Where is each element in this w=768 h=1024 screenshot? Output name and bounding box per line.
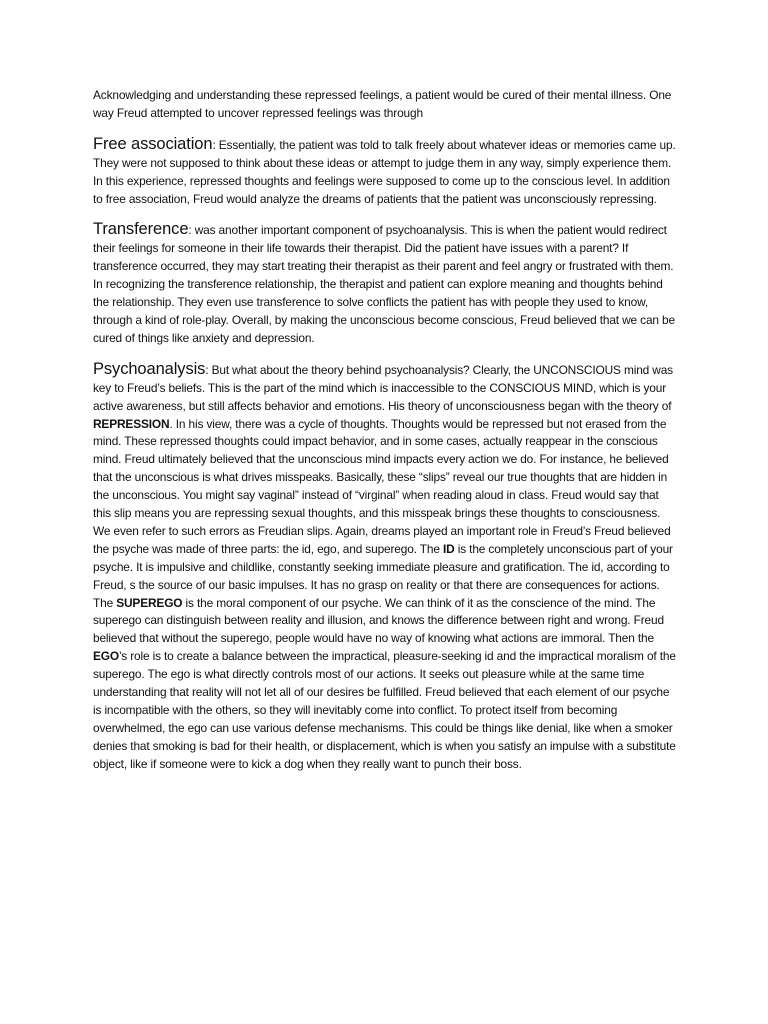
- psychoanalysis-heading: Psychoanalysis: [93, 359, 206, 378]
- term-superego: SUPEREGO: [116, 595, 183, 610]
- psychoanalysis-text-3: is the completely unconscious part of your psyche. It is impulsive and childlike, constantly seeking immediate pleasure and gratification. The id, according to Freud, s the source of our basic impulses. It has no grasp on reality or that there are consequences for actions. The: [93, 541, 673, 610]
- free-association-heading: Free association: [93, 134, 213, 153]
- psychoanalysis-text-1: : But what about the theory behind psychoanalysis? Clearly, the UNCONSCIOUS mind was key to Freud’s beliefs. This is the part of the mind which is inaccessible to the CONSCIOUS MIND, which is your active awareness, but still affects behavior and emotions. His theory of unconsciousness began with the theory of: [93, 362, 673, 413]
- intro-text: Acknowledging and understanding these repressed feelings, a patient would be cured of their mental illness. One way Freud attempted to uncover repressed feelings was through: [93, 88, 672, 120]
- intro-paragraph: [93, 87, 678, 123]
- document-page: [93, 87, 678, 787]
- psychoanalysis-text-5: ’s role is to create a balance between the impractical, pleasure-seeking id and the impractical moralism of the superego. The ego is what directly controls most of our actions. It seeks out pleasure while at the same time understanding that reality will not let all of our desires be fulfilled. Freud believed that each element of our psyche is incompatible with the others, so they will inevitably come into conflict. To protect itself from becoming overwhelmed, the ego can use various defense mechanisms. This could be things like denial, like when a smoker denies that smoking is bad for their health, or displacement, which is when you satisfy an impulse with a substitute object, like if someone were to kick a dog when they really want to punch their boss.: [93, 649, 676, 771]
- transference-paragraph: [93, 221, 678, 347]
- free-association-paragraph: [93, 136, 678, 209]
- transference-heading: Transference: [93, 220, 189, 239]
- psychoanalysis-paragraph: [93, 361, 678, 774]
- free-association-text: : Essentially, the patient was told to talk freely about whatever ideas or memories came up. They were not supposed to think about these ideas or attempt to judge them in any way, simply experience them. In this experience, repressed thoughts and feelings were supposed to come up to the conscious level. In addition to free association, Freud would analyze the dreams of patients that the patient was unconsciously repressing.: [93, 137, 676, 206]
- term-repression: REPRESSION: [93, 416, 170, 431]
- term-id: ID: [442, 541, 455, 556]
- psychoanalysis-text-4: is the moral component of our psyche. We can think of it as the conscience of the mind. The superego can distinguish between reality and illusion, and knows the difference between right and wrong. Freud believed that without the superego, people would have no way of knowing what actions are immoral. Then the: [93, 595, 664, 646]
- transference-text: : was another important component of psychoanalysis. This is when the patient would redirect their feelings for someone in their life towards their therapist. Did the patient have issues with a parent? If transference occurred, they may start treating their therapist as their parent and feel angry or frustrated with them. In recognizing the transference relationship, the therapist and patient can explore meaning and thoughts behind the relationship. They even use transference to solve conflicts the patient has with people they used to know, through a kind of role-play. Overall, by making the unconscious become conscious, Freud believed that we can be cured of things like anxiety and depression.: [93, 223, 675, 345]
- term-ego: EGO: [93, 649, 119, 664]
- psychoanalysis-text-2: . In his view, there was a cycle of thoughts. Thoughts would be repressed but not erased from the mind. These repressed thoughts could impact behavior, and in some cases, actually reappear in the conscious mind. Freud ultimately believed that the unconscious mind impacts every action we do. For instance, he believed that the unconscious is what drives misspeaks. Basically, these “slips” reveal our true thoughts that are hidden in the unconscious. You might say vaginal” instead of “virginal” when reading aloud in class. Freud would say that this slip means you are repressing sexual thoughts, and this misspeak brings these thoughts to consciousness. We even refer to such errors as Freudian slips. Again, dreams played an important role in Freud’s Freud believed the psyche was made of three parts: the id, ego, and superego. The: [93, 416, 671, 556]
